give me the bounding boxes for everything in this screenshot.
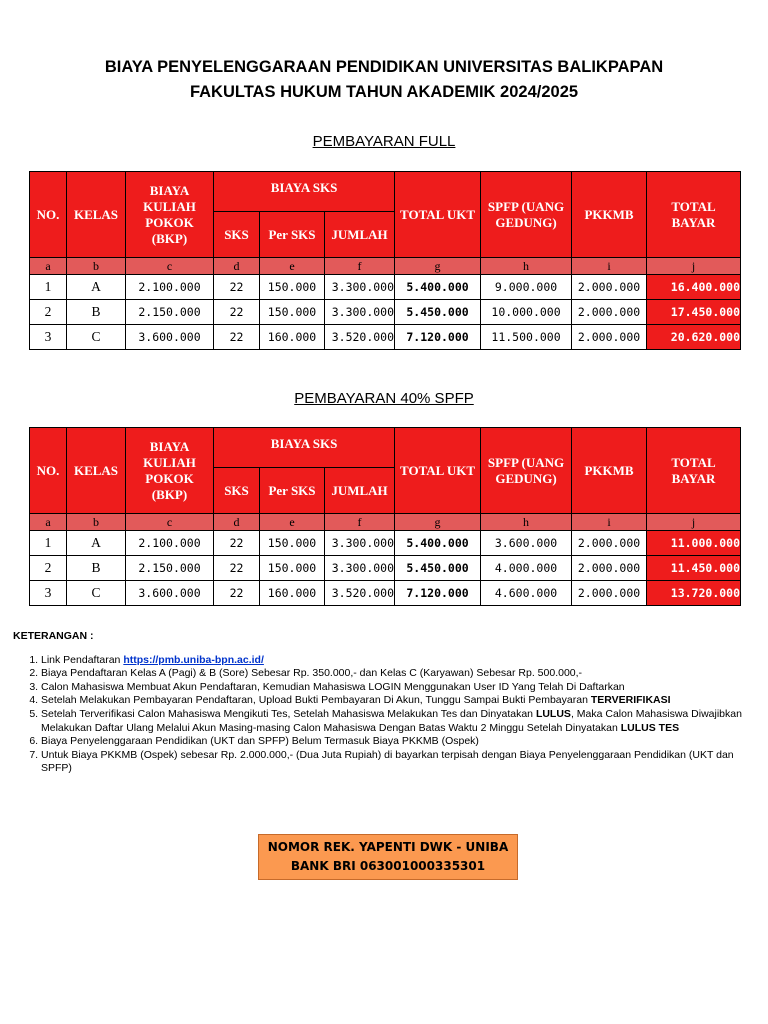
cell-pkkmb: 2.000.000	[572, 300, 647, 325]
table-row	[30, 581, 741, 606]
cell-bkp: 2.100.000	[126, 275, 214, 300]
cell-spfp: 4.600.000	[481, 581, 572, 606]
cell-kelas: B	[67, 556, 126, 581]
notes-section	[13, 630, 753, 776]
cell-sks: 22	[214, 300, 260, 325]
column-letter: j	[647, 258, 741, 275]
note-item-6: 6. Biaya Penyelenggaraan Pendidikan (UKT dan SPFP) Belum Termasuk Biaya PKKMB (Ospek)	[41, 735, 753, 749]
cell-total-ukt: 5.450.000	[395, 300, 481, 325]
header-total-bayar: TOTAL BAYAR	[647, 172, 741, 258]
cell-pkkmb: 2.000.000	[572, 531, 647, 556]
note-item-3: 3. Calon Mahasiswa Membuat Akun Pendaftaran, Kemudian Mahasiswa LOGIN Menggunakan User ID Yang Telah Di Daftarkan	[41, 681, 753, 695]
table-row	[30, 325, 741, 350]
header-pkkmb: PKKMB	[572, 172, 647, 258]
cell-total-bayar: 13.720.000	[647, 581, 741, 606]
column-letter: a	[30, 514, 67, 531]
fee-table-partial	[29, 427, 741, 606]
table-row	[30, 531, 741, 556]
header-spfp: SPFP (UANG GEDUNG)	[481, 172, 572, 258]
column-letter: i	[572, 258, 647, 275]
table-row	[30, 275, 741, 300]
cell-pkkmb: 2.000.000	[572, 325, 647, 350]
cell-jumlah: 3.300.000	[325, 556, 395, 581]
cell-total-bayar: 11.000.000	[647, 531, 741, 556]
column-letter: h	[481, 514, 572, 531]
header-pkkmb: PKKMB	[572, 428, 647, 514]
column-letter: e	[260, 514, 325, 531]
cell-kelas: C	[67, 581, 126, 606]
cell-no: 2	[30, 556, 67, 581]
cell-jumlah: 3.300.000	[325, 275, 395, 300]
cell-no: 1	[30, 531, 67, 556]
notes-list	[13, 654, 753, 776]
bank-account-box	[258, 834, 518, 880]
column-letter: d	[214, 258, 260, 275]
bank-account-name: NOMOR REK. YAPENTI DWK - UNIBA	[267, 840, 509, 854]
header-jumlah: JUMLAH	[325, 468, 395, 514]
cell-jumlah: 3.300.000	[325, 531, 395, 556]
header-bkp: BIAYA KULIAH POKOK (BKP)	[126, 428, 214, 514]
cell-total-ukt: 5.450.000	[395, 556, 481, 581]
cell-sks: 22	[214, 556, 260, 581]
cell-no: 3	[30, 325, 67, 350]
cell-total-ukt: 7.120.000	[395, 581, 481, 606]
cell-no: 2	[30, 300, 67, 325]
cell-spfp: 10.000.000	[481, 300, 572, 325]
fee-table-full	[29, 171, 741, 350]
cell-total-bayar: 17.450.000	[647, 300, 741, 325]
cell-spfp: 9.000.000	[481, 275, 572, 300]
header-jumlah: JUMLAH	[325, 212, 395, 258]
note-item-4: 4. Setelah Melakukan Pembayaran Pendaftaran, Upload Bukti Pembayaran Di Akun, Tunggu Sampai Bukti Pembayaran TERVERIFIKASI	[41, 694, 753, 708]
column-letter: c	[126, 258, 214, 275]
cell-jumlah: 3.300.000	[325, 300, 395, 325]
header-sks: SKS	[214, 468, 260, 514]
column-letter: f	[325, 258, 395, 275]
column-letter: g	[395, 514, 481, 531]
header-biaya-sks: BIAYA SKS	[214, 428, 395, 468]
cell-total-bayar: 20.620.000	[647, 325, 741, 350]
cell-spfp: 3.600.000	[481, 531, 572, 556]
table-row	[30, 556, 741, 581]
header-no: NO.	[30, 172, 67, 258]
header-total-ukt: TOTAL UKT	[395, 428, 481, 514]
cell-total-ukt: 7.120.000	[395, 325, 481, 350]
column-letter: g	[395, 258, 481, 275]
header-total-bayar: TOTAL BAYAR	[647, 428, 741, 514]
cell-no: 1	[30, 275, 67, 300]
section-title-partial: PEMBAYARAN 40% SPFP	[294, 390, 474, 407]
table-row	[30, 300, 741, 325]
column-letter: b	[67, 258, 126, 275]
cell-per-sks: 150.000	[260, 556, 325, 581]
page-title-line1: BIAYA PENYELENGGARAAN PENDIDIKAN UNIVERSITAS BALIKPAPAN	[104, 58, 664, 76]
cell-sks: 22	[214, 531, 260, 556]
header-per-sks: Per SKS	[260, 468, 325, 514]
cell-kelas: B	[67, 300, 126, 325]
cell-per-sks: 160.000	[260, 581, 325, 606]
cell-bkp: 3.600.000	[126, 581, 214, 606]
header-sks: SKS	[214, 212, 260, 258]
header-kelas: KELAS	[67, 428, 126, 514]
cell-kelas: C	[67, 325, 126, 350]
cell-spfp: 11.500.000	[481, 325, 572, 350]
header-per-sks: Per SKS	[260, 212, 325, 258]
cell-spfp: 4.000.000	[481, 556, 572, 581]
cell-per-sks: 150.000	[260, 531, 325, 556]
column-letter: d	[214, 514, 260, 531]
cell-bkp: 2.150.000	[126, 300, 214, 325]
column-letter: b	[67, 514, 126, 531]
header-biaya-sks: BIAYA SKS	[214, 172, 395, 212]
cell-pkkmb: 2.000.000	[572, 275, 647, 300]
cell-total-ukt: 5.400.000	[395, 531, 481, 556]
cell-total-ukt: 5.400.000	[395, 275, 481, 300]
registration-link[interactable]: https://pmb.uniba-bpn.ac.id/	[123, 653, 264, 666]
column-letter: c	[126, 514, 214, 531]
column-letter: a	[30, 258, 67, 275]
page-title-line2: FAKULTAS HUKUM TAHUN AKADEMIK 2024/2025	[189, 83, 579, 101]
cell-bkp: 2.100.000	[126, 531, 214, 556]
cell-total-bayar: 11.450.000	[647, 556, 741, 581]
cell-sks: 22	[214, 275, 260, 300]
header-no: NO.	[30, 428, 67, 514]
cell-per-sks: 150.000	[260, 275, 325, 300]
note-item-7: 7. Untuk Biaya PKKMB (Ospek) sebesar Rp. 2.000.000,- (Dua Juta Rupiah) di bayarkan terpisah dengan Biaya Penyelenggaraan Pendidikan (UKT dan SPFP)	[41, 749, 753, 776]
cell-pkkmb: 2.000.000	[572, 556, 647, 581]
cell-bkp: 3.600.000	[126, 325, 214, 350]
cell-pkkmb: 2.000.000	[572, 581, 647, 606]
cell-jumlah: 3.520.000	[325, 325, 395, 350]
cell-sks: 22	[214, 581, 260, 606]
note-item-2: 2. Biaya Pendaftaran Kelas A (Pagi) & B (Sore) Sebesar Rp. 350.000,- dan Kelas C (Karyawan) Sebesar Rp. 500.000,-	[41, 667, 753, 681]
column-letter: f	[325, 514, 395, 531]
cell-per-sks: 160.000	[260, 325, 325, 350]
header-kelas: KELAS	[67, 172, 126, 258]
cell-bkp: 2.150.000	[126, 556, 214, 581]
cell-sks: 22	[214, 325, 260, 350]
note-item-1: 1. Link Pendaftaran https://pmb.uniba-bpn.ac.id/	[41, 654, 753, 668]
cell-total-bayar: 16.400.000	[647, 275, 741, 300]
cell-per-sks: 150.000	[260, 300, 325, 325]
column-letter: e	[260, 258, 325, 275]
bank-account-number: BANK BRI 063001000335301	[290, 859, 486, 873]
column-letter: i	[572, 514, 647, 531]
header-spfp: SPFP (UANG GEDUNG)	[481, 428, 572, 514]
section-title-full: PEMBAYARAN FULL	[312, 133, 456, 150]
column-letter: h	[481, 258, 572, 275]
cell-kelas: A	[67, 275, 126, 300]
notes-title: KETERANGAN :	[13, 630, 94, 642]
note-item-5: 5. Setelah Terverifikasi Calon Mahasiswa Mengikuti Tes, Setelah Mahasiswa Melakukan Tes dan Dinyatakan LULUS, Maka Calon Mahasiswa Diwajibkan Melakukan Daftar Ulang Melalui Akun Masing-masing Calon Mahasiswa Dengan Batas Waktu 2 Minggu Setelah Dinyatakan LULUS TES	[41, 708, 753, 735]
column-letter: j	[647, 514, 741, 531]
header-bkp: BIAYA KULIAH POKOK (BKP)	[126, 172, 214, 258]
header-total-ukt: TOTAL UKT	[395, 172, 481, 258]
cell-no: 3	[30, 581, 67, 606]
cell-jumlah: 3.520.000	[325, 581, 395, 606]
cell-kelas: A	[67, 531, 126, 556]
